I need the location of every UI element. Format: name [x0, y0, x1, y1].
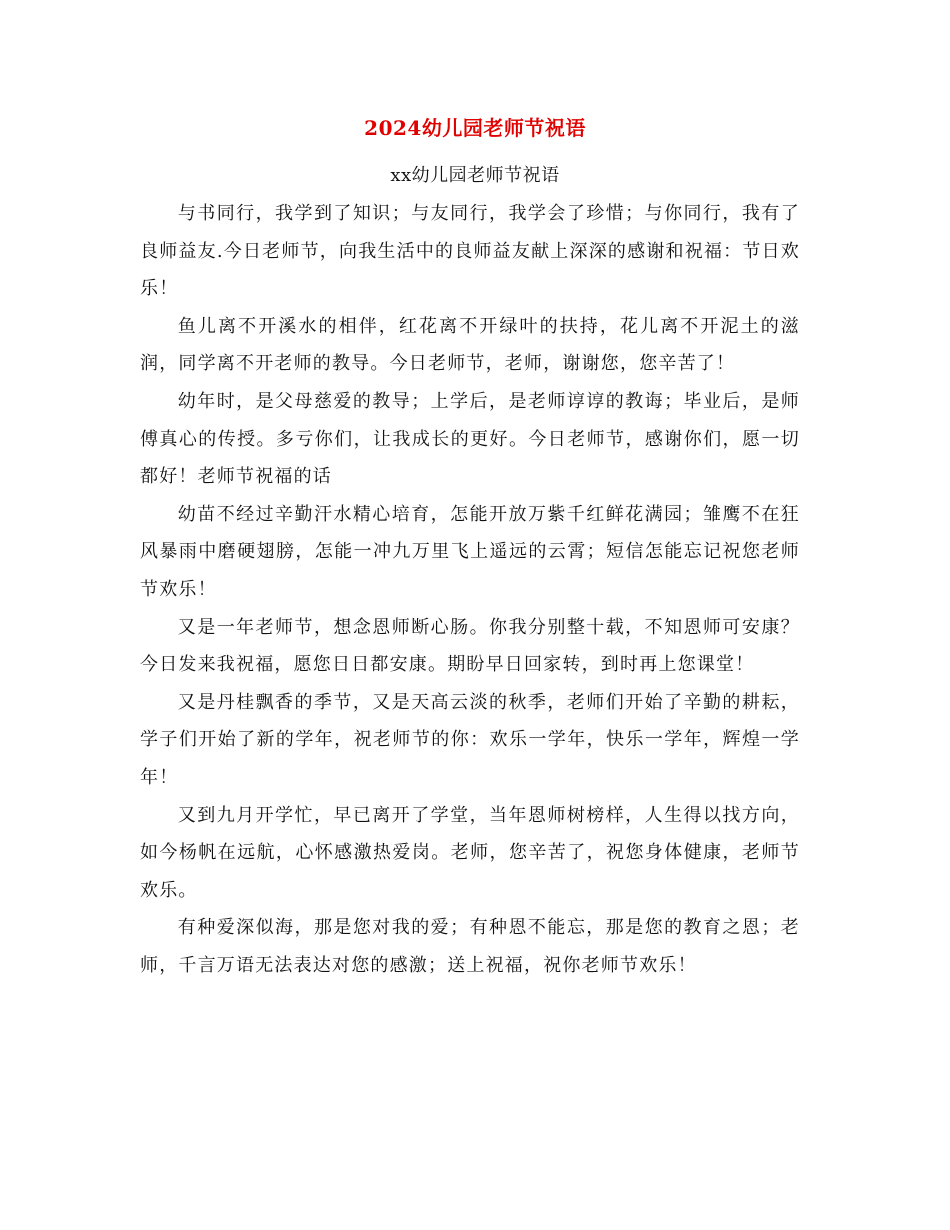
paragraph: 又到九月开学忙，早已离开了学堂，当年恩师树榜样，人生得以找方向，如今杨帆在远航，心怀感激热爱岗。老师，您辛苦了，祝您身体健康，老师节欢乐。: [140, 804, 800, 901]
document-body: [140, 195, 800, 984]
document-subtitle: xx幼儿园老师节祝语: [390, 165, 560, 186]
paragraph: 又是一年老师节，想念恩师断心肠。你我分别整十载，不知恩师可安康？今日发来我祝福，愿您日日都安康。期盼早日回家转，到时再上您课堂！: [140, 616, 800, 676]
paragraph: 鱼儿离不开溪水的相伴，红花离不开绿叶的扶持，花儿离不开泥土的滋润，同学离不开老师的教导。今日老师节，老师，谢谢您，您辛苦了！: [140, 315, 800, 375]
paragraph: 有种爱深似海，那是您对我的爱；有种恩不能忘，那是您的教育之恩；老师，千言万语无法表达对您的感激；送上祝福，祝你老师节欢乐！: [140, 917, 800, 976]
paragraph: 幼年时，是父母慈爱的教导；上学后，是老师谆谆的教诲；毕业后，是师傅真心的传授。多亏你们，让我成长的更好。今日老师节，感谢你们，愿一切都好！老师节祝福的话: [140, 390, 800, 488]
document-title: 2024幼儿园老师节祝语: [364, 116, 586, 140]
paragraph: 与书同行，我学到了知识；与友同行，我学会了珍惜；与你同行，我有了良师益友.今日老师节，向我生活中的良师益友献上深深的感谢和祝福：节日欢乐！: [140, 203, 800, 300]
paragraph: 又是丹桂飘香的季节，又是天高云淡的秋季，老师们开始了辛勤的耕耘，学子们开始了新的学年，祝老师节的你：欢乐一学年，快乐一学年，辉煌一学年！: [140, 691, 800, 788]
paragraph: 幼苗不经过辛勤汗水精心培育，怎能开放万紫千红鲜花满园；雏鹰不在狂风暴雨中磨硬翅膀，怎能一冲九万里飞上遥远的云霄；短信怎能忘记祝您老师节欢乐！: [140, 503, 800, 600]
